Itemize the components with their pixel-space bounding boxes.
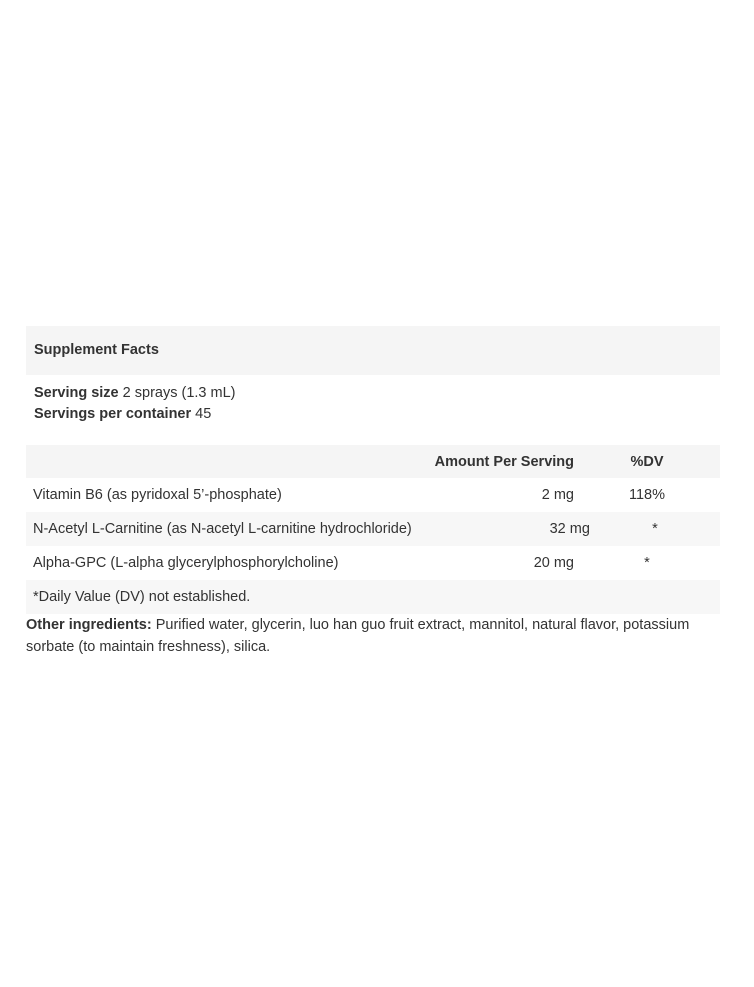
serving-size-line bbox=[34, 383, 712, 404]
nutrient-dv: * bbox=[652, 521, 658, 537]
serving-size-value: 2 sprays (1.3 mL) bbox=[122, 385, 236, 401]
header-amount: Amount Per Serving bbox=[434, 453, 574, 470]
nutrient-amount: 2 mg bbox=[541, 487, 574, 503]
supplement-facts-panel bbox=[26, 326, 720, 614]
supplement-facts-title: Supplement Facts bbox=[26, 326, 720, 375]
nutrient-name: Vitamin B6 (as pyridoxal 5’-phosphate) bbox=[33, 487, 282, 503]
servings-per-container-line bbox=[34, 404, 712, 425]
servings-per-container-label: Servings per container bbox=[34, 406, 192, 422]
table-row bbox=[26, 546, 720, 580]
serving-size-label: Serving size bbox=[34, 385, 119, 401]
header-dv: %DV bbox=[630, 453, 664, 470]
other-ingredients bbox=[26, 614, 726, 658]
nutrient-dv: 118% bbox=[628, 487, 665, 503]
nutrient-amount: 32 mg bbox=[549, 521, 590, 537]
other-ingredients-text: Purified water, glycerin, luo han guo fruit extract, mannitol, natural flavor, potassium sorbate (to maintain freshness), silica. bbox=[26, 617, 690, 655]
table-row bbox=[26, 478, 720, 512]
nutrient-dv: * bbox=[644, 555, 650, 571]
daily-value-footnote: *Daily Value (DV) not established. bbox=[26, 580, 720, 614]
nutrient-name: N-Acetyl L-Carnitine (as N-acetyl L-carnitine hydrochloride) bbox=[33, 521, 412, 537]
nutrient-amount: 20 mg bbox=[533, 555, 574, 571]
facts-table-header bbox=[26, 445, 720, 478]
servings-per-container-value: 45 bbox=[195, 406, 212, 422]
nutrient-name: Alpha-GPC (L-alpha glycerylphosphorylcholine) bbox=[33, 555, 339, 571]
other-ingredients-label: Other ingredients: bbox=[26, 617, 152, 633]
table-row bbox=[26, 512, 720, 546]
serving-info bbox=[26, 375, 720, 435]
